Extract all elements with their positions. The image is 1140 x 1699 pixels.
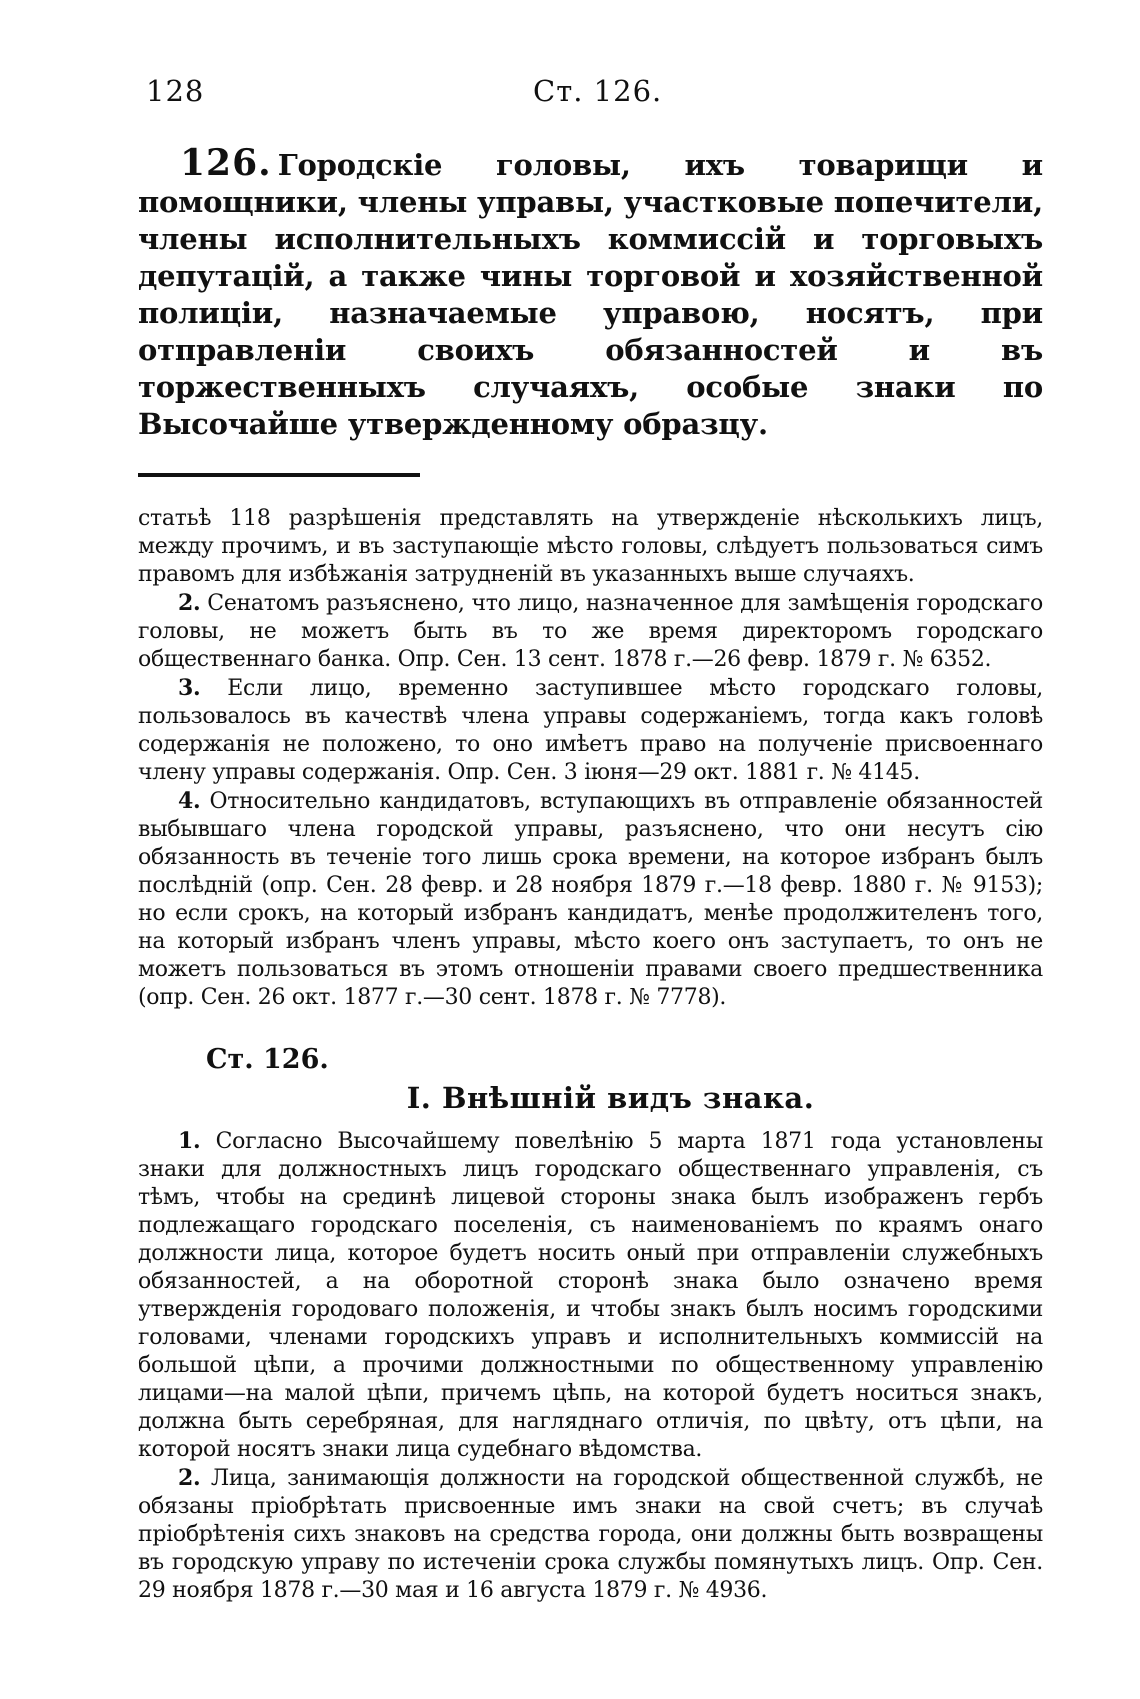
note-text: статьѣ 118 разрѣшенія представлять на утвержденіе нѣсколькихъ лицъ, между прочимъ, и въ заступающіе мѣсто головы, слѣдуетъ пользоваться симъ правомъ для избѣжанія затрудненій въ указанныхъ выше случаяхъ.: [138, 506, 1043, 587]
paragraph-number: 1.: [178, 1128, 201, 1154]
note-number: 2.: [178, 590, 201, 616]
running-title: Ст. 126.: [533, 74, 663, 108]
paragraph-number: 2.: [178, 1465, 201, 1491]
footnote-divider: [138, 473, 420, 477]
note-3: [138, 674, 1043, 787]
note-continuation: [138, 505, 1043, 589]
running-head: [138, 70, 1043, 120]
note-text: Если лицо, временно заступившее мѣсто городскаго головы, пользовалось въ качествѣ члена управы содержаніемъ, тогда какъ головѣ содержанія не положено, то оно имѣетъ право на полученіе присвоеннаго члену управы содержанія. Опр. Сен. 3 іюня—29 окт. 1881 г. № 4145.: [138, 676, 1043, 785]
notes: [138, 505, 1043, 1012]
page-number: 128: [146, 74, 205, 108]
note-number: 3.: [178, 675, 201, 701]
section-paragraph-2: [138, 1464, 1043, 1605]
page: [138, 70, 1043, 1605]
paragraph-text: Согласно Высочайшему повелѣнію 5 марта 1871 года установлены знаки для должностныхъ лицъ городскаго общественнаго управленія, съ тѣмъ, чтобы на срединѣ лицевой стороны знака былъ изображенъ гербъ подлежащаго городскаго поселенія, съ наименованіемъ по краямъ онаго должности лица, которое будетъ носить оный при отправленіи служебныхъ обязанностей, а на оборотной сторонѣ знака было означено время утвержденія городоваго положенія, и чтобы знакъ былъ носимъ городскими головами, членами городскихъ управъ и исполнительныхъ коммиссій на большой цѣпи, а прочими должностными по общественному управленію лицами—на малой цѣпи, причемъ цѣпь, на которой будетъ носиться знакъ, должна быть серебряная, для нагляднаго отличія, по цвѣту, отъ цѣпи, на которой носятъ знаки лица судебнаго вѣдомства.: [138, 1129, 1043, 1462]
section-body: [138, 1127, 1043, 1605]
article-text: Городскіе головы, ихъ товарищи и помощники, члены управы, участковые попечители, члены исполнительныхъ коммиссій и торговыхъ депутацій, а также чины торговой и хозяйственной полиціи, назначаемые управою, носятъ, при отправленіи своихъ обязанностей и въ торжественныхъ случаяхъ, особые знаки по Высочайше утвержденному образцу.: [138, 148, 1043, 441]
note-2: [138, 589, 1043, 674]
article-number: 126.: [180, 142, 272, 184]
section-title: I. Внѣшній видъ знака.: [406, 1081, 815, 1115]
note-text: Относительно кандидатовъ, вступающихъ въ отправленіе обязанностей выбывшаго члена городской управы, разъяснено, что они несутъ сію обязанность въ теченіе того лишь срока времени, на которое избранъ былъ послѣдній (опр. Сен. 28 февр. и 28 ноября 1879 г.—18 февр. 1880 г. № 9153); но если срокъ, на который избранъ кандидатъ, менѣе продолжителенъ того, на который избранъ членъ управы, мѣсто коего онъ заступаетъ, то онъ не можетъ пользоваться въ этомъ отношеніи правами своего предшественника (опр. Сен. 26 окт. 1877 г.—30 сент. 1878 г. № 7778).: [138, 789, 1043, 1010]
note-4: [138, 787, 1043, 1012]
section-reference: Ст. 126.: [206, 1044, 329, 1075]
article-126: [138, 142, 1043, 443]
section-paragraph-1: [138, 1127, 1043, 1464]
note-number: 4.: [178, 788, 201, 814]
note-text: Сенатомъ разъяснено, что лицо, назначенное для замѣщенія городскаго головы, не можетъ быть въ то же время директоромъ городскаго общественнаго банка. Опр. Сен. 13 сент. 1878 г.—26 февр. 1879 г. № 6352.: [138, 591, 1043, 672]
paragraph-text: Лица, занимающія должности на городской общественной службѣ, не обязаны пріобрѣтать присвоенные имъ знаки на свой счетъ; въ случаѣ пріобрѣтенія сихъ знаковъ на средства города, они должны быть возвращены въ городскую управу по истеченіи срока службы помянутыхъ лицъ. Опр. Сен. 29 ноября 1878 г.—30 мая и 16 августа 1879 г. № 4936.: [138, 1466, 1043, 1603]
